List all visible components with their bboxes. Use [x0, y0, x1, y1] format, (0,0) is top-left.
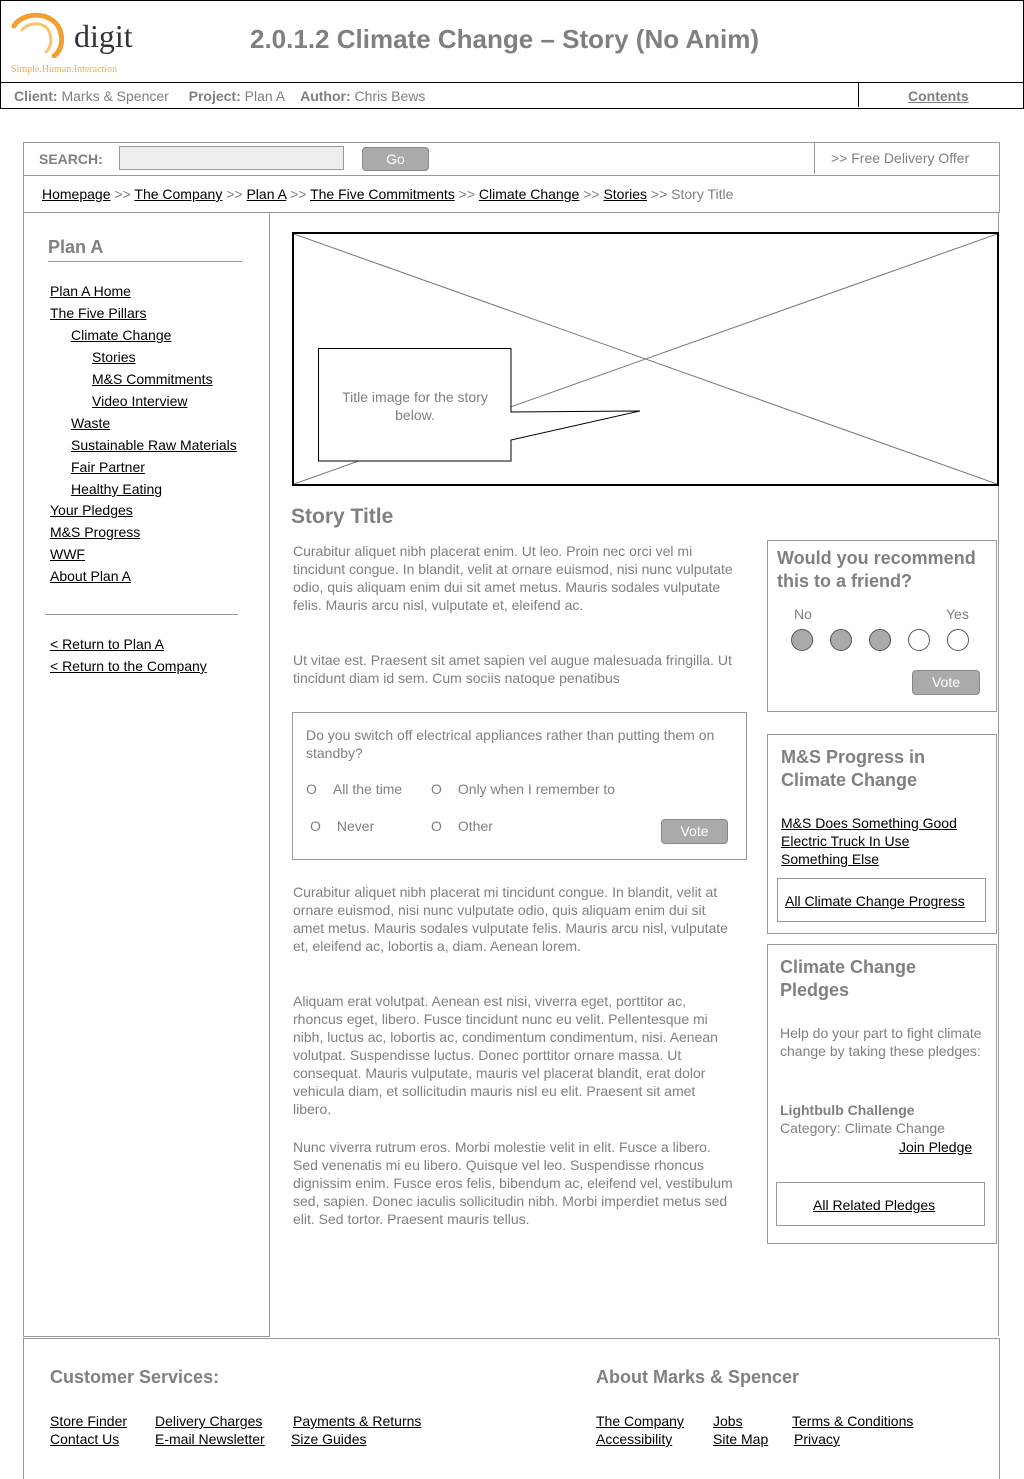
- poll-option-never[interactable]: [310, 818, 374, 834]
- footer-payments-returns[interactable]: Payments & Returns: [293, 1413, 422, 1429]
- search-go-button[interactable]: Go: [362, 147, 429, 171]
- story-paragraph-1: Curabitur aliquet nibh placerat enim. Ut leo. Proin nec orci vel mi tincidunt congue. In blandit, velit at ornare euismod, nisi nunc vulputate odio, quis aliquam enim dui sit amet metus. Mauris sodales vulputate felis. Mauris arcu nisl, vulputate et, eleifend ac.: [293, 543, 733, 613]
- pledge-category: Category: Climate Change: [780, 1120, 945, 1136]
- page-title: 2.0.1.2 Climate Change – Story (No Anim): [250, 24, 760, 54]
- radio-marker[interactable]: O: [310, 818, 321, 834]
- poll-option-label: Never: [336, 818, 375, 834]
- footer-privacy[interactable]: Privacy: [794, 1431, 840, 1447]
- search-input[interactable]: [119, 146, 344, 170]
- logo-text: digit: [74, 18, 133, 54]
- nav-wwf[interactable]: WWF: [50, 546, 85, 562]
- recommend-no-label: No: [794, 606, 812, 622]
- pledge-name: Lightbulb Challenge: [780, 1102, 915, 1118]
- story-paragraph-3: Curabitur aliquet nibh placerat mi tincidunt congue. In blandit, velit at ornare euismod, nisi nunc vulputate odio, quis aliquam enim dui sit amet metus. Mauris sodales vulputate felis. Mauris arcu nisl, vulputate et, eleifend ac, lobortis a, diam. Aenean lorem.: [293, 884, 728, 954]
- recommend-title: Would you recommend this to a friend?: [777, 548, 976, 591]
- footer-site-map[interactable]: Site Map: [713, 1431, 769, 1447]
- footer-accessibility[interactable]: Accessibility: [596, 1431, 673, 1447]
- breadcrumb-separator: >>: [583, 186, 600, 202]
- project-label: Project:: [188, 88, 241, 104]
- nav-about-plan-a[interactable]: About Plan A: [50, 568, 131, 584]
- footer-jobs[interactable]: Jobs: [713, 1413, 743, 1429]
- story-paragraph-2: Ut vitae est. Praesent sit amet sapien vel augue malesuada fringilla. Ut tincidunt diam id sem. Cum sociis natoque penatibus: [293, 652, 732, 686]
- nav-waste[interactable]: Waste: [71, 415, 111, 431]
- left-nav-heading-rule: [48, 261, 242, 262]
- rating-circle-5[interactable]: [947, 629, 969, 651]
- client-label: Client:: [14, 88, 58, 104]
- radio-marker[interactable]: O: [306, 781, 317, 797]
- rating-row: [791, 629, 981, 653]
- recommend-vote-button[interactable]: Vote: [912, 670, 980, 695]
- story-title: Story Title: [291, 505, 394, 528]
- footer-email-newsletter[interactable]: E-mail Newsletter: [155, 1431, 265, 1447]
- project-info: [14, 88, 425, 104]
- nav-video-interview[interactable]: Video Interview: [92, 393, 188, 409]
- nav-fair-partner[interactable]: Fair Partner: [71, 459, 145, 475]
- poll-option-only-when-remember[interactable]: [431, 781, 615, 797]
- nav-ms-progress[interactable]: M&S Progress: [50, 524, 141, 540]
- rating-circle-4[interactable]: [908, 629, 930, 651]
- footer-store-finder[interactable]: Store Finder: [50, 1413, 128, 1429]
- poll-option-all-the-time[interactable]: [306, 781, 402, 797]
- breadcrumb-climate-change[interactable]: Climate Change: [478, 186, 580, 202]
- nav-climate-change[interactable]: Climate Change: [71, 327, 172, 343]
- breadcrumb: [42, 186, 733, 202]
- breadcrumb-separator: >>: [290, 186, 307, 202]
- progress-title: M&S Progress in Climate Change: [781, 747, 926, 790]
- customer-services-heading: Customer Services:: [50, 1367, 220, 1387]
- logo-swirl-icon: [8, 8, 68, 58]
- page-footer: [23, 1338, 1000, 1479]
- nav-ms-commitments[interactable]: M&S Commitments: [92, 371, 213, 387]
- poll-option-label: All the time: [332, 781, 403, 797]
- poll-option-label: Other: [457, 818, 493, 834]
- story-paragraph-4: Aliquam erat volutpat. Aenean est nisi, viverra eget, porttitor ac, rhoncus eget, libero. Fusce tincidunt nunc eu velit. Pellentesque mi nibh, luctus ac, lobortis ac, condimentum condimentum, nisi. Aenean volutpat. Suspendisse luctus. Donec porttitor ornare massa. Ut consequat. Mauris vulputate, mauris vel placerat blandit, erat dolor vehicula diam, et sollicitudin mauris nisl eu elit. Praesent sit amet libero.: [293, 993, 718, 1117]
- breadcrumb-separator: >>: [114, 186, 131, 202]
- left-nav-heading: Plan A: [48, 237, 104, 257]
- logo: [8, 8, 138, 76]
- nav-healthy-eating[interactable]: Healthy Eating: [71, 481, 163, 497]
- breadcrumb-separator: >>: [458, 186, 476, 202]
- contents-link[interactable]: Contents: [908, 88, 969, 104]
- breadcrumb-homepage[interactable]: Homepage: [42, 186, 111, 202]
- hero-callout-text: Title image for the story below.: [342, 389, 488, 423]
- breadcrumb-separator: >>: [226, 186, 243, 202]
- rating-circle-1[interactable]: [791, 629, 813, 651]
- nav-plan-a-home[interactable]: Plan A Home: [50, 283, 131, 299]
- rating-circle-2[interactable]: [830, 629, 852, 651]
- radio-marker[interactable]: O: [431, 781, 442, 797]
- radio-marker[interactable]: O: [431, 818, 442, 834]
- nav-five-pillars[interactable]: The Five Pillars: [50, 305, 147, 321]
- breadcrumb-the-company[interactable]: The Company: [134, 186, 223, 202]
- story-paragraph-5: Nunc viverra rutrum eros. Morbi molestie velit in elit. Fusce a libero. Sed venenatis mi eu libero. Quisque vel leo. Suspendisse rhoncus dignissim enim. Fusce eros felis, bibendum ac, eleifend vel, vestibulum sed, sapien. Donec iaculis sollicitudin nibh. Morbi imperdiet metus sed elit. Sed tortor. Praesent mauris tellus.: [293, 1139, 733, 1227]
- breadcrumb-current: Story Title: [671, 186, 734, 202]
- search-bar-divider: [814, 143, 815, 174]
- all-climate-change-progress-link[interactable]: All Climate Change Progress: [785, 893, 965, 909]
- breadcrumb-stories[interactable]: Stories: [603, 186, 648, 202]
- pledges-intro: Help do your part to fight climate change by taking these pledges:: [780, 1025, 982, 1059]
- poll-question: Do you switch off electrical appliances rather than putting them on standby?: [306, 727, 715, 761]
- nav-stories[interactable]: Stories: [92, 349, 136, 365]
- pledges-title: Climate Change Pledges: [780, 957, 917, 1000]
- return-to-plan-a-link[interactable]: < Return to Plan A: [50, 636, 165, 652]
- breadcrumb-plan-a[interactable]: Plan A: [246, 186, 287, 202]
- about-ms-heading: About Marks & Spencer: [596, 1367, 800, 1387]
- breadcrumb-five-commitments[interactable]: The Five Commitments: [310, 186, 455, 202]
- footer-size-guides[interactable]: Size Guides: [291, 1431, 367, 1447]
- recommend-yes-label: Yes: [946, 606, 969, 622]
- poll-vote-button[interactable]: Vote: [661, 819, 728, 844]
- project-value: Plan A: [244, 88, 285, 104]
- return-to-company-link[interactable]: < Return to the Company: [50, 658, 207, 674]
- rating-circle-3[interactable]: [869, 629, 891, 651]
- all-related-pledges-link[interactable]: All Related Pledges: [813, 1197, 936, 1213]
- footer-contact-us[interactable]: Contact Us: [50, 1431, 120, 1447]
- footer-terms-conditions[interactable]: Terms & Conditions: [792, 1413, 914, 1429]
- join-pledge-link[interactable]: Join Pledge: [899, 1139, 973, 1155]
- progress-link-electric-truck[interactable]: Electric Truck In Use: [781, 833, 910, 849]
- logo-tagline: Simple.Human.Interaction: [11, 64, 118, 75]
- nav-your-pledges[interactable]: Your Pledges: [50, 502, 133, 518]
- free-delivery-promo[interactable]: >> Free Delivery Offer: [831, 150, 970, 166]
- progress-link-something-else[interactable]: Something Else: [781, 851, 880, 867]
- author-label: Author:: [300, 88, 351, 104]
- footer-the-company[interactable]: The Company: [596, 1413, 684, 1429]
- footer-delivery-charges[interactable]: Delivery Charges: [155, 1413, 263, 1429]
- search-label: SEARCH:: [39, 151, 103, 167]
- poll-option-other[interactable]: [431, 818, 493, 834]
- client-value: Marks & Spencer: [61, 88, 169, 104]
- nav-sustainable-raw-materials[interactable]: Sustainable Raw Materials: [71, 437, 237, 453]
- left-nav-divider: [45, 614, 238, 615]
- breadcrumb-separator: >>: [650, 186, 668, 202]
- author-value: Chris Bews: [354, 88, 426, 104]
- progress-link-something-good[interactable]: M&S Does Something Good: [781, 815, 957, 831]
- poll-option-label: Only when I remember to: [457, 781, 616, 797]
